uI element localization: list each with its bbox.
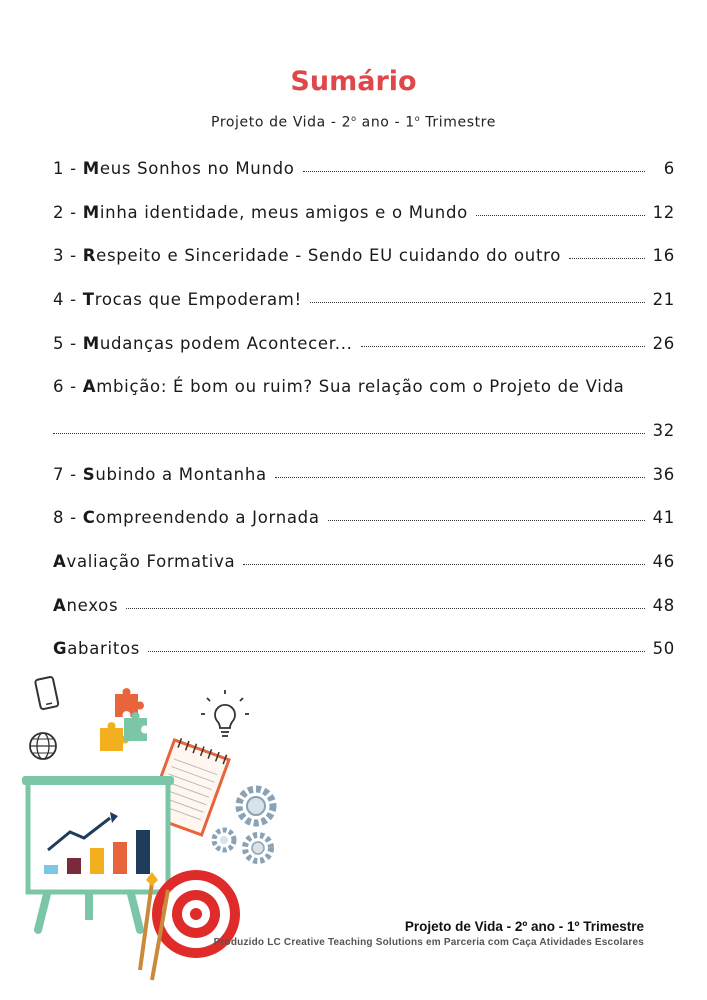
- dot-leader: [328, 520, 645, 521]
- dot-leader: [53, 433, 645, 434]
- page-title: Sumário: [290, 66, 417, 97]
- dot-leader: [303, 171, 645, 172]
- footer-credits: Produzido LC Creative Teaching Solutions em Parceria com Caça Atividades Escolares: [213, 937, 644, 948]
- globe-icon: [30, 733, 56, 759]
- toc-entry[interactable]: [53, 587, 675, 615]
- toc-entry[interactable]: [53, 325, 675, 353]
- toc-page-number: 16: [652, 246, 675, 265]
- toc-entry[interactable]: [53, 499, 675, 527]
- toc-entry-continuation[interactable]: [53, 412, 675, 440]
- toc-entry[interactable]: [53, 543, 675, 571]
- toc-page-number: 36: [652, 465, 675, 484]
- toc-entry-label: 6 - Ambição: É bom ou ruim? Sua relação com o Projeto de Vida: [53, 377, 625, 396]
- toc-entry[interactable]: [53, 630, 675, 658]
- toc-entry-label: 8 - Compreendendo a Jornada: [53, 508, 320, 527]
- toc-page-number: 50: [652, 639, 675, 658]
- lightbulb-icon: [201, 690, 249, 736]
- toc-entry-label: 3 - Respeito e Sinceridade - Sendo EU cuidando do outro: [53, 246, 562, 265]
- subtitle-text: Projeto de Vida - 2: [211, 114, 352, 131]
- toc-page-number: 21: [652, 290, 675, 309]
- ordinal-sup: o: [414, 114, 421, 123]
- toc-entry[interactable]: [53, 456, 675, 484]
- toc-page-number: 12: [652, 203, 675, 222]
- toc-entry[interactable]: [53, 281, 675, 309]
- dot-leader: [243, 564, 644, 565]
- toc-page-number: 6: [663, 159, 675, 178]
- dot-leader: [361, 346, 645, 347]
- toc-entry-label: 7 - Subindo a Montanha: [53, 465, 267, 484]
- toc-entry-label: 4 - Trocas que Empoderam!: [53, 290, 302, 309]
- toc-entry-label: Anexos: [53, 596, 119, 615]
- puzzle-pieces-icon: [100, 688, 147, 751]
- subtitle-text: Trimestre: [420, 114, 496, 131]
- presentation-board-icon: [22, 776, 174, 930]
- toc-page-number: 26: [652, 334, 675, 353]
- toc-entry-label: 1 - Meus Sonhos no Mundo: [53, 159, 295, 178]
- toc-entry[interactable]: [53, 368, 675, 396]
- smartphone-icon: [35, 676, 59, 709]
- dot-leader: [476, 215, 645, 216]
- toc-entry[interactable]: [53, 237, 675, 265]
- dot-leader: [126, 608, 644, 609]
- subtitle-text: ano - 1: [356, 114, 415, 131]
- education-illustration: [0, 670, 300, 1000]
- ordinal-sup: o: [351, 114, 357, 123]
- dot-leader: [148, 651, 645, 652]
- toc-entry-label: 2 - Minha identidade, meus amigos e o Mundo: [53, 203, 468, 222]
- gears-icon: [214, 789, 273, 861]
- toc-page-number: 32: [652, 421, 675, 440]
- dot-leader: [310, 302, 645, 303]
- toc-entry[interactable]: [53, 194, 675, 222]
- dot-leader: [569, 258, 645, 259]
- toc-entry-label: Gabaritos: [53, 639, 141, 658]
- subtitle: [0, 114, 707, 131]
- footer-title: Projeto de Vida - 2º ano - 1º Trimestre: [404, 919, 644, 934]
- toc-entry-label: Avaliação Formativa: [53, 552, 236, 571]
- dot-leader: [275, 477, 645, 478]
- toc-page-number: 46: [652, 552, 675, 571]
- toc-page-number: 41: [652, 508, 675, 527]
- toc-entry-label: 5 - Mudanças podem Acontecer...: [53, 334, 353, 353]
- toc-page-number: 48: [652, 596, 675, 615]
- toc-entry[interactable]: [53, 150, 675, 178]
